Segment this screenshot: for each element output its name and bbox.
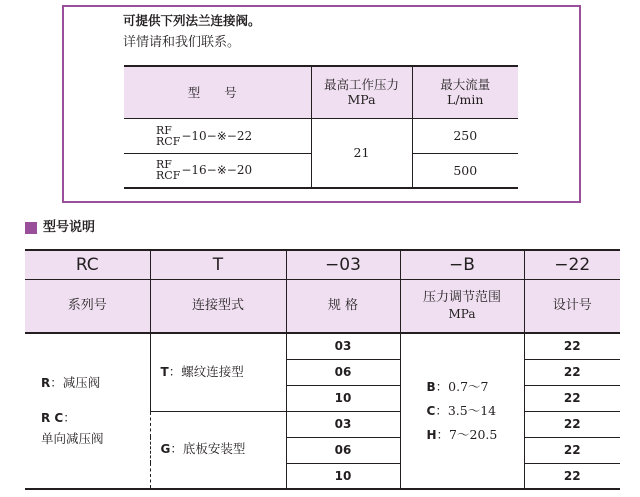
connection-cell: [150, 411, 286, 489]
model-suffix: −16−※−20: [181, 163, 253, 178]
pressure-text: ：3.5～14: [435, 403, 497, 418]
pressure-text: ：0.7～7: [435, 379, 489, 394]
label-pressure-title: 压力调节范围: [422, 289, 501, 305]
model-prefix-b: RCF: [156, 134, 181, 148]
flow-value: 500: [412, 153, 518, 188]
pressure-text: ：7～20.5: [436, 427, 498, 442]
design-value: 22: [524, 463, 620, 489]
series-r-text: ：减压阀: [50, 375, 101, 390]
header-flow-unit: L/min: [447, 92, 484, 108]
model-suffix: −10−※−22: [181, 128, 253, 143]
pressure-code: C: [426, 404, 436, 418]
series-rc-code: R C: [41, 411, 64, 425]
design-value: 22: [524, 333, 620, 359]
design-value: 22: [524, 411, 620, 437]
flange-table-header-row: [124, 66, 518, 118]
intro-line-2: 详情请和我们联系。: [123, 35, 241, 50]
size-value: 03: [286, 411, 400, 437]
size-value: 03: [286, 333, 400, 359]
flow-value: 250: [412, 118, 518, 153]
pressure-range-cell: [400, 333, 524, 489]
header-model: 型 号: [124, 66, 311, 118]
size-value: 06: [286, 359, 400, 385]
series-cell: [25, 333, 150, 489]
code-series: RC: [25, 250, 150, 279]
connection-text: ：底板安装型: [170, 441, 246, 457]
label-connection: 连接型式: [150, 279, 286, 333]
header-pressure-unit: MPa: [347, 92, 376, 108]
header-flow-title: 最大流量: [440, 77, 491, 93]
flange-valve-table: [124, 65, 518, 189]
code-pressure: −B: [400, 250, 524, 279]
size-value: 10: [286, 385, 400, 411]
intro-line-1: 可提供下列法兰连接阀。: [123, 13, 261, 28]
connection-text: ：螺纹连接型: [168, 363, 244, 379]
design-value: 22: [524, 437, 620, 463]
label-size: 规 格: [286, 279, 400, 333]
model-code-table: [25, 249, 620, 490]
max-pressure-value: 21: [311, 118, 412, 188]
table-row: [25, 333, 620, 359]
connection-cell: [150, 333, 286, 411]
model-cell: [124, 153, 311, 188]
code-connection: T: [150, 250, 286, 279]
label-pressure: [400, 279, 524, 333]
series-rc-text: 单向减压阀: [41, 431, 104, 446]
pressure-code: H: [426, 428, 437, 442]
table-row: [124, 118, 518, 153]
model-prefix-a: RF: [156, 123, 172, 137]
series-rc-colon: ：: [63, 410, 76, 425]
connection-code: T: [160, 364, 169, 379]
model-cell: [124, 118, 311, 153]
header-pressure-title: 最高工作压力: [323, 77, 399, 93]
pressure-code: B: [426, 380, 436, 394]
connection-code: G: [160, 442, 171, 457]
label-series: 系列号: [25, 279, 150, 333]
design-value: 22: [524, 359, 620, 385]
section-title: 型号说明: [43, 220, 96, 235]
code-size: −03: [286, 250, 400, 279]
code-design: −22: [524, 250, 620, 279]
header-max-flow: [412, 66, 518, 118]
size-value: 10: [286, 463, 400, 489]
label-pressure-unit: MPa: [448, 306, 476, 321]
design-value: 22: [524, 385, 620, 411]
model-prefix-b: RCF: [156, 169, 181, 183]
size-value: 06: [286, 437, 400, 463]
code-row: [25, 250, 620, 279]
model-prefix-a: RF: [156, 158, 172, 172]
label-row: [25, 279, 620, 333]
header-max-pressure: [311, 66, 412, 118]
section-marker-square: [25, 222, 37, 234]
series-r-code: R: [41, 376, 51, 390]
label-design: 设计号: [524, 279, 620, 333]
